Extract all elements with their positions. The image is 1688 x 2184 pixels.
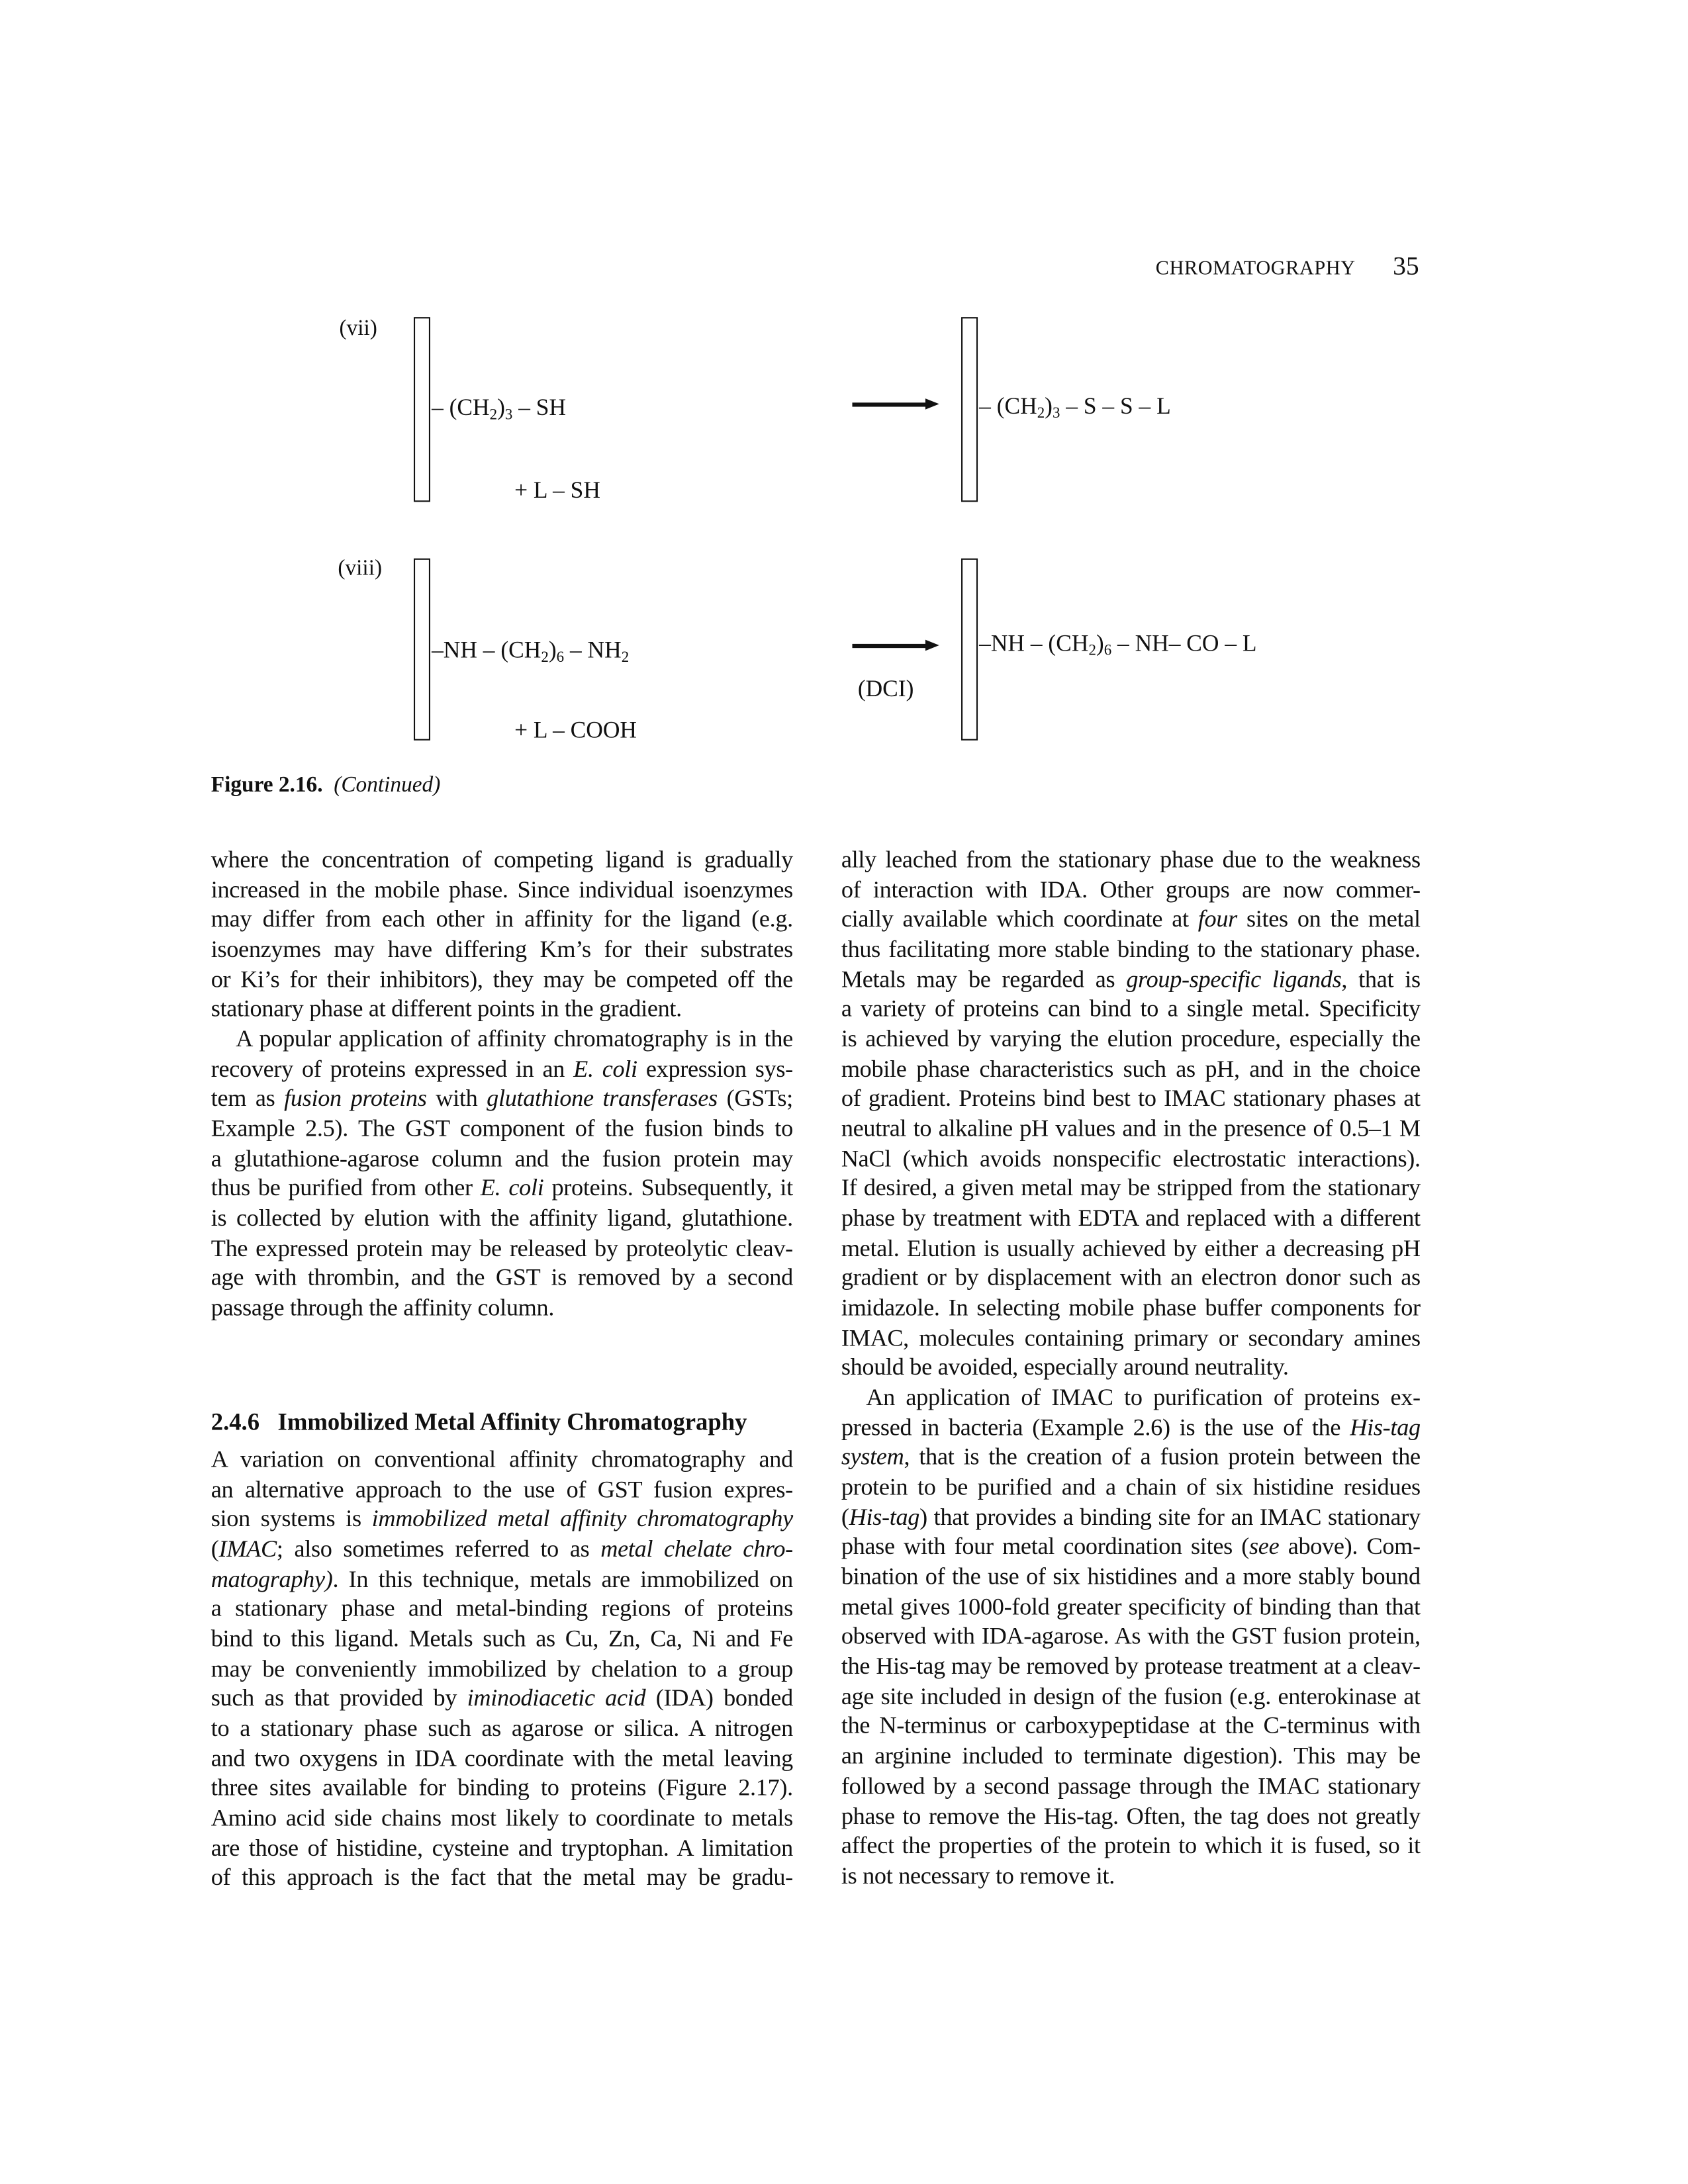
text-line — [211, 875, 793, 905]
text-run: Example 2.5). The GST component of the fusion binds to — [211, 1114, 793, 1142]
text-line — [841, 1144, 1421, 1174]
italic-text: four — [1197, 905, 1237, 933]
text-line — [841, 1263, 1421, 1293]
text-run: neutral to alkaline pH values and in the presence of 0.5–1 M — [841, 1114, 1421, 1142]
text-run: ) — [1045, 392, 1053, 420]
italic-text: matography) — [211, 1564, 333, 1592]
text-run: the N-terminus or carboxypeptidase at the C-terminus with — [841, 1711, 1421, 1740]
text-run: metal. Elution is usually achieved by either a decreasing pH — [841, 1234, 1421, 1261]
text-run: proteins. Subsequently, it — [543, 1173, 793, 1202]
text-run: above). Com- — [1279, 1532, 1421, 1561]
text-run: three sites available for binding to proteins (Figure 2.17). — [211, 1773, 793, 1801]
product-formula — [979, 393, 1171, 421]
section-title: Immobilized Metal Affinity Chromatography — [277, 1408, 747, 1435]
subscript: 6 — [556, 649, 565, 666]
text-line — [841, 875, 1421, 905]
text-run: phase to remove the His-tag. Often, the tag does not greatly — [841, 1801, 1421, 1829]
text-line — [211, 1654, 793, 1684]
text-line — [841, 1473, 1421, 1502]
text-run: increased in the mobile phase. Since individual isoenzymes — [211, 875, 793, 903]
text-run: of interaction with IDA. Other groups are now commer- — [841, 875, 1421, 903]
text-line — [211, 1833, 793, 1863]
reactant-formula — [432, 394, 566, 422]
text-line — [211, 1293, 793, 1323]
text-run: phase with four metal coordination sites ( — [841, 1532, 1250, 1561]
text-run: bination of the use of six histidines and a more stably bound — [841, 1562, 1421, 1590]
text-run: bind to this ligand. Metals such as Cu, Zn, Ca, Ni and Fe — [211, 1624, 793, 1652]
product-formula — [979, 630, 1256, 658]
text-line — [841, 1353, 1421, 1383]
text-line — [841, 1682, 1421, 1711]
text-run: is collected by elution with the affinity ligand, glutathione. — [211, 1203, 793, 1232]
text-run: to a stationary phase such as agarose or silica. A nitrogen — [211, 1713, 793, 1742]
text-line — [841, 1413, 1421, 1443]
text-run: of this approach is the fact that the metal may be gradu- — [211, 1863, 793, 1891]
text-line — [841, 1652, 1421, 1682]
text-run: are those of histidine, cysteine and tryptophan. A limitation — [211, 1833, 793, 1861]
text-line — [841, 1502, 1421, 1532]
italic-text: His-tag — [1350, 1412, 1421, 1441]
text-line — [841, 1563, 1421, 1592]
text-run: isoenzymes may have differing Km’s for their substrates — [211, 934, 793, 963]
text-run: phase by treatment with EDTA and replaced with a different — [841, 1203, 1421, 1232]
text-line — [211, 845, 793, 875]
text-line — [841, 845, 1421, 875]
italic-text: E. coli — [480, 1173, 544, 1202]
support-matrix-bar — [414, 317, 430, 502]
figure-caption — [211, 774, 441, 798]
left-column-bottom — [211, 1445, 793, 1893]
text-line — [841, 1831, 1421, 1861]
text-run: + L – SH — [514, 477, 600, 504]
text-run: observed with IDA-agarose. As with the GST fusion protein, — [841, 1621, 1421, 1650]
caption-text: (Continued) — [334, 773, 441, 797]
text-run: the His-tag may be removed by protease treatment at a cleav- — [841, 1652, 1421, 1680]
text-line — [841, 1772, 1421, 1801]
italic-text: iminodiacetic acid — [467, 1684, 646, 1712]
text-run: ) — [497, 394, 505, 421]
text-run: – (CH — [979, 392, 1037, 420]
text-run: mobile phase characteristics such as pH, and in the choice — [841, 1054, 1421, 1082]
text-run: of gradient. Proteins bind best to IMAC stationary phases at — [841, 1084, 1421, 1112]
text-run: sites on the metal — [1237, 905, 1421, 933]
reagent-formula — [514, 717, 637, 745]
text-run: – SH — [512, 394, 567, 421]
text-run: If desired, a given metal may be stripped from the stationary — [841, 1173, 1421, 1202]
text-line — [841, 1801, 1421, 1831]
text-line — [841, 1114, 1421, 1144]
text-run: may be conveniently immobilized by chelation to a group — [211, 1654, 793, 1682]
text-line — [211, 1714, 793, 1744]
text-line — [841, 1234, 1421, 1263]
text-run: – (CH — [432, 394, 490, 421]
text-run: ) — [1096, 630, 1104, 657]
text-line — [211, 1174, 793, 1204]
text-run: IMAC, molecules containing primary or secondary amines — [841, 1323, 1421, 1351]
text-run: ) that provides a binding site for an IMAC stationary — [919, 1502, 1421, 1531]
text-run: an alternative approach to the use of GST fusion expres- — [211, 1475, 793, 1503]
text-line — [841, 1024, 1421, 1054]
italic-text: IMAC — [218, 1534, 277, 1563]
text-run: a glutathione-agarose column and the fusion protein may — [211, 1144, 793, 1172]
text-run: An application of IMAC to purification of proteins ex- — [866, 1383, 1421, 1411]
text-line — [841, 1054, 1421, 1084]
text-line — [841, 1293, 1421, 1323]
text-run: A popular application of affinity chromatography is in the — [236, 1024, 793, 1052]
text-line — [841, 1204, 1421, 1234]
text-line — [211, 1084, 793, 1114]
text-run: expression sys- — [637, 1054, 793, 1082]
text-run: pressed in bacteria (Example 2.6) is the use of the — [841, 1412, 1350, 1441]
text-run: stationary phase at different points in the gradient. — [211, 994, 682, 1023]
support-matrix-bar — [961, 317, 978, 502]
subscript: 2 — [621, 649, 630, 666]
text-line — [841, 905, 1421, 934]
text-line — [211, 995, 793, 1024]
text-line — [841, 1443, 1421, 1473]
subscript: 2 — [541, 649, 549, 666]
text-run: sion systems is — [211, 1504, 372, 1533]
reaction-label-viii: (viii) — [338, 557, 383, 581]
reaction-condition: (DCI) — [857, 675, 914, 702]
text-line — [841, 1532, 1421, 1562]
text-run: –NH – (CH — [979, 630, 1089, 657]
text-line — [841, 1861, 1421, 1891]
section-heading — [211, 1408, 747, 1437]
support-matrix-bar — [961, 559, 978, 741]
subscript: 6 — [1103, 642, 1112, 659]
text-run: Metals may be regarded as — [841, 964, 1127, 993]
text-run: , that is the creation of a fusion protein between the — [904, 1443, 1421, 1471]
text-line — [211, 1114, 793, 1144]
text-run: affect the properties of the protein to which it is fused, so it — [841, 1831, 1421, 1859]
italic-text: system — [841, 1443, 904, 1471]
text-line — [211, 1863, 793, 1893]
text-run: a stationary phase and metal-binding regions of proteins — [211, 1594, 793, 1622]
text-run: ) — [548, 637, 557, 664]
text-run: – NH — [564, 637, 622, 664]
text-line — [211, 1624, 793, 1654]
reactant-formula — [432, 637, 629, 664]
paragraph — [211, 1445, 793, 1893]
left-column-top — [211, 845, 793, 1323]
text-run: or Ki’s for their inhibitors), they may be competed off the — [211, 964, 793, 993]
text-line — [211, 905, 793, 934]
paragraph — [841, 1383, 1421, 1891]
italic-text: glutathione transferases — [487, 1084, 718, 1112]
text-run: tem as — [211, 1084, 285, 1112]
text-line — [211, 1475, 793, 1504]
text-line — [211, 1445, 793, 1475]
text-run: thus facilitating more stable binding to the stationary phase. — [841, 934, 1421, 963]
text-run: protein to be purified and a chain of six histidine residues — [841, 1473, 1421, 1500]
italic-text: His-tag — [849, 1502, 920, 1531]
reaction-arrow-icon — [852, 644, 926, 647]
support-matrix-bar — [414, 559, 430, 741]
text-run: ; also sometimes referred to as — [276, 1534, 601, 1563]
italic-text: E. coli — [573, 1054, 637, 1082]
text-run: is not necessary to remove it. — [841, 1861, 1115, 1889]
text-run: age with thrombin, and the GST is removed by a second — [211, 1263, 793, 1291]
text-run: , that is — [1341, 964, 1421, 993]
paragraph — [211, 845, 793, 1024]
text-run: imidazole. In selecting mobile phase buffer components for — [841, 1293, 1421, 1321]
text-line — [211, 1263, 793, 1293]
text-line — [211, 1684, 793, 1713]
text-run: – NH– CO – L — [1111, 630, 1257, 657]
text-line — [211, 1803, 793, 1833]
text-line — [211, 965, 793, 995]
text-line — [211, 1594, 793, 1624]
text-run: Amino acid side chains most likely to coordinate to metals — [211, 1803, 793, 1831]
text-run: where the concentration of competing ligand is gradually — [211, 845, 793, 873]
page-number: 35 — [1393, 252, 1419, 281]
text-run: (IDA) bonded — [645, 1684, 793, 1712]
paragraph — [841, 845, 1421, 1383]
italic-text: immobilized metal affinity chromatography — [371, 1504, 793, 1533]
caption-label: Figure 2.16. — [211, 773, 323, 797]
text-run: followed by a second passage through the IMAC stationary — [841, 1771, 1421, 1799]
text-run: may differ from each other in affinity for the ligand (e.g. — [211, 905, 793, 933]
subscript: 2 — [1088, 642, 1096, 659]
text-run: should be avoided, especially around neutrality. — [841, 1353, 1289, 1381]
text-run: such as that provided by — [211, 1684, 467, 1712]
text-run: a variety of proteins can bind to a single metal. Specificity — [841, 994, 1421, 1023]
text-run: thus be purified from other — [211, 1173, 481, 1202]
text-run: NaCl (which avoids nonspecific electrostatic interactions). — [841, 1144, 1421, 1172]
paragraph — [211, 1024, 793, 1323]
text-line — [211, 1234, 793, 1263]
italic-text: fusion proteins — [284, 1084, 427, 1112]
text-line — [841, 1742, 1421, 1772]
text-line — [211, 1505, 793, 1535]
text-run: ally leached from the stationary phase due to the weakness — [841, 845, 1421, 873]
text-run: + L – COOH — [514, 717, 637, 743]
text-run: gradient or by displacement with an electron donor such as — [841, 1263, 1421, 1291]
text-line — [211, 1144, 793, 1174]
text-line — [211, 1774, 793, 1803]
text-run: recovery of proteins expressed in an — [211, 1054, 574, 1082]
text-line — [841, 1323, 1421, 1353]
reaction-label-vii: (vii) — [339, 317, 377, 341]
subscript: 2 — [1037, 405, 1045, 422]
text-run: cially available which coordinate at — [841, 905, 1198, 933]
subscript: 2 — [489, 406, 498, 424]
text-line — [841, 1711, 1421, 1741]
text-run: an arginine included to terminate digestion). This may be — [841, 1741, 1421, 1770]
text-run: metal gives 1000-fold greater specificity of binding than that — [841, 1592, 1421, 1620]
subscript: 3 — [504, 406, 513, 424]
text-run: is achieved by varying the elution procedure, especially the — [841, 1024, 1421, 1052]
text-run: age site included in design of the fusion (e.g. enterokinase at — [841, 1682, 1421, 1709]
text-line — [211, 1204, 793, 1234]
text-run: A variation on conventional affinity chromatography and — [211, 1445, 793, 1473]
right-column — [841, 845, 1421, 1891]
text-line — [211, 935, 793, 965]
text-line — [841, 1622, 1421, 1652]
text-line — [211, 1024, 793, 1054]
section-number: 2.4.6 — [211, 1408, 260, 1435]
text-line — [841, 965, 1421, 995]
text-run: . In this technique, metals are immobilized on — [332, 1564, 793, 1592]
subscript: 3 — [1052, 405, 1060, 422]
text-line — [841, 995, 1421, 1024]
reagent-formula — [514, 477, 600, 505]
italic-text: group-specific ligands — [1126, 964, 1342, 993]
text-run: with — [426, 1084, 487, 1112]
text-run: ( — [211, 1534, 219, 1563]
text-run: ( — [841, 1502, 849, 1531]
running-title: CHROMATOGRAPHY — [1155, 257, 1356, 280]
text-run: The expressed protein may be released by proteolytic cleav- — [211, 1234, 793, 1261]
text-line — [211, 1535, 793, 1565]
reaction-arrow-icon — [852, 402, 926, 406]
text-line — [841, 1592, 1421, 1622]
text-run: – S – S – L — [1060, 392, 1171, 420]
text-line — [841, 1383, 1421, 1413]
text-line — [211, 1565, 793, 1594]
italic-text: metal chelate chro- — [600, 1534, 793, 1563]
text-run: and two oxygens in IDA coordinate with the metal leaving — [211, 1743, 793, 1772]
text-line — [841, 1084, 1421, 1114]
text-run: (GSTs; — [717, 1084, 793, 1112]
italic-text: see — [1249, 1532, 1280, 1561]
text-run: –NH – (CH — [432, 637, 541, 664]
text-line — [841, 935, 1421, 965]
text-run: passage through the affinity column. — [211, 1293, 555, 1321]
text-line — [211, 1054, 793, 1084]
text-line — [211, 1744, 793, 1774]
text-line — [841, 1174, 1421, 1204]
